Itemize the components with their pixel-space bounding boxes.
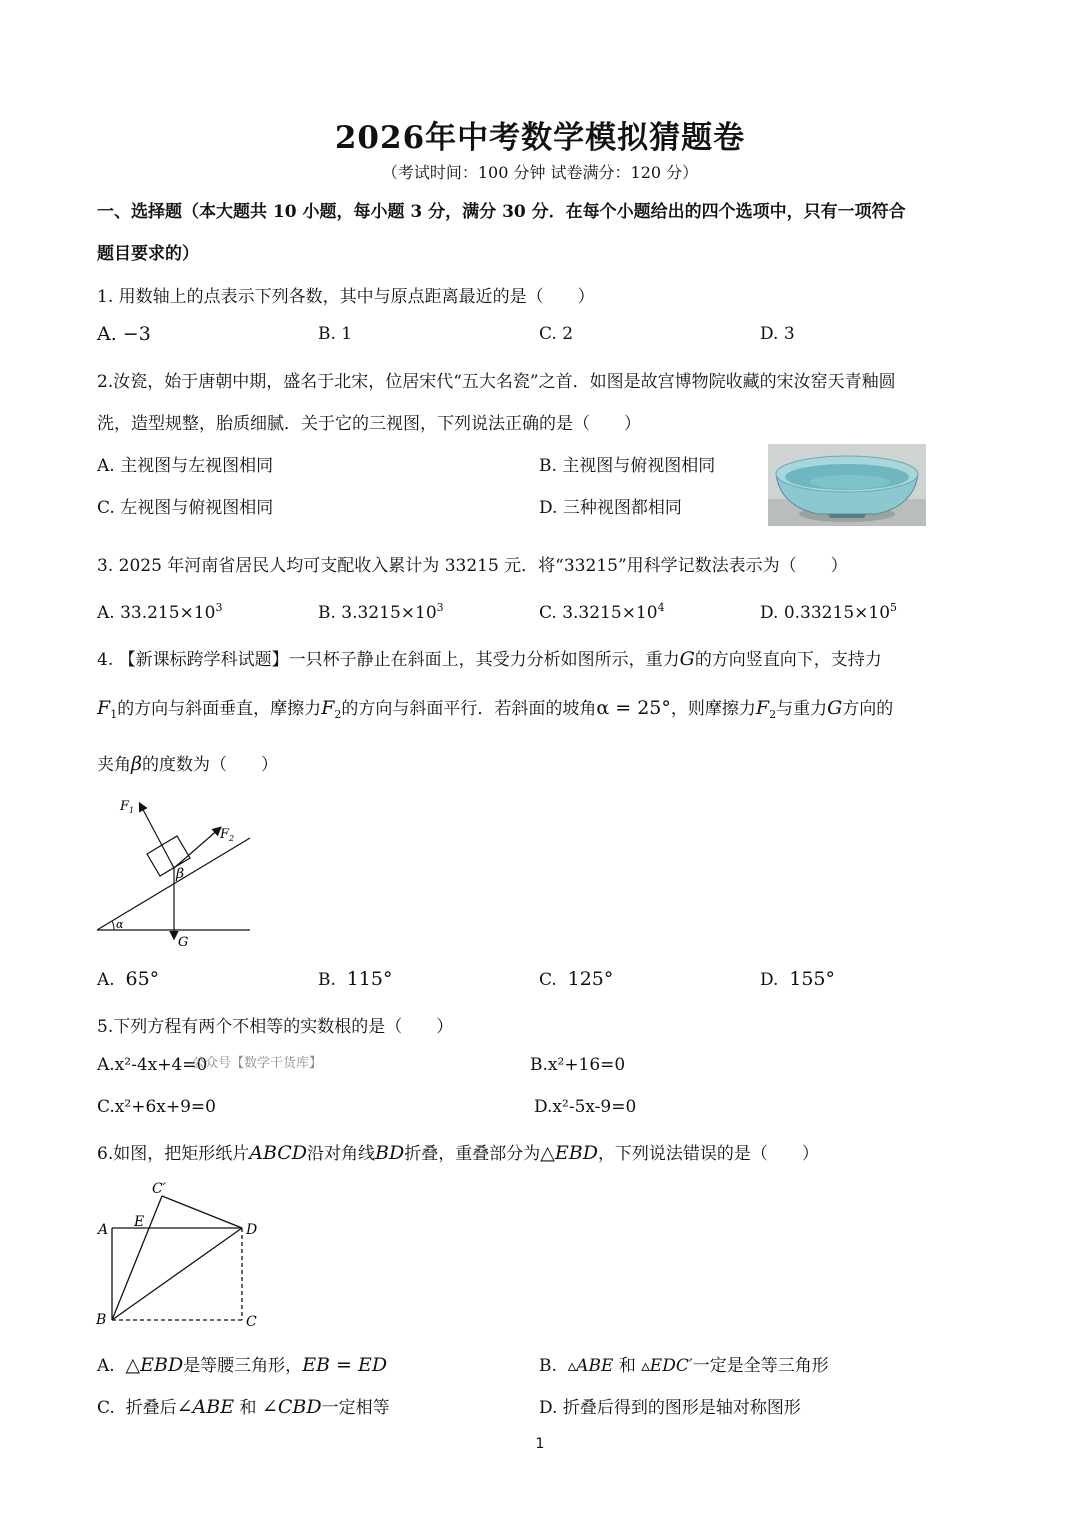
q4-stem-line3 — [97, 750, 278, 775]
q3-option-d-exponent: 5 — [890, 601, 898, 614]
q4-text: 4. 【新课标跨学科试题】一只杯子静止在斜面上，其受力分析如图所示，重力 — [97, 650, 680, 670]
folded-rectangle-diagram — [92, 1176, 272, 1332]
q2-stem-line1: 2.汝瓷，始于唐朝中期，盛名于北宋，位居宋代“五大名瓷”之首．如图是故宫博物院收藏的宋汝窑天青釉圆 — [97, 372, 896, 392]
q4-symbol-f2: F — [321, 697, 335, 719]
q6-text: 折叠后 — [125, 1398, 177, 1418]
q4-symbol-f2-subscript: 2 — [769, 708, 777, 721]
q4-option-d — [760, 968, 835, 990]
q4-option-c — [539, 968, 613, 990]
q3-option-a-exponent: 3 — [215, 601, 223, 614]
q4-text: 的度数为（ ） — [141, 755, 278, 775]
q4-text: 夹角 — [97, 755, 131, 775]
q4-slope-angle: α = 25° — [596, 697, 671, 719]
q5-option-c: C.x²+6x+9=0 — [97, 1097, 216, 1117]
q6-text: ，下列说法错误的是（ ） — [597, 1144, 819, 1164]
label-f1: $F_1$ — [120, 799, 135, 815]
q4-stem-line2 — [97, 694, 893, 719]
q4-symbol-beta: β — [131, 753, 142, 775]
section-heading-line1: 一、选择题（本大题共 10 小题，每小题 3 分，满分 30 分．在每个小题给出的四个选项中，只有一项符合 — [97, 202, 906, 222]
ru-ware-bowl-image — [768, 444, 926, 526]
q4-text: 的方向与斜面垂直，摩擦力 — [117, 699, 322, 719]
q2-option-b: B. 主视图与俯视图相同 — [539, 456, 716, 476]
q3-option-c-exponent: 4 — [657, 601, 665, 614]
q6-math: EB = ED — [302, 1354, 388, 1376]
q1-option-a: A. −3 — [97, 323, 151, 345]
q6-text: 6.如图，把矩形纸片 — [97, 1144, 250, 1164]
q1-option-c: C. 2 — [539, 324, 574, 344]
page-title: 2026年中考数学模拟猜题卷 — [334, 120, 746, 156]
label-c: C — [246, 1314, 257, 1330]
q4-text: ，则摩擦力 — [670, 699, 756, 719]
section-heading-line2: 题目要求的） — [97, 244, 199, 264]
q1-stem: 1. 用数轴上的点表示下列各数，其中与原点距离最近的是（ ） — [97, 287, 595, 307]
q3-option-c — [539, 603, 665, 623]
q4-symbol-f1: F — [97, 697, 111, 719]
q2-stem-line2: 洗，造型规整，胎质细腻．关于它的三视图，下列说法正确的是（ ） — [97, 414, 641, 434]
q4-text: 的方向与斜面平行．若斜面的坡角 — [341, 699, 597, 719]
option-letter: A. — [97, 1356, 115, 1376]
option-letter: B. — [539, 1356, 557, 1376]
q6-text: 一定相等 — [321, 1398, 390, 1418]
q2-option-a: A. 主视图与左视图相同 — [97, 456, 274, 476]
q2-option-d: D. 三种视图都相同 — [539, 498, 682, 518]
q4-option-b — [318, 968, 392, 990]
option-letter: A. — [97, 970, 115, 990]
q4-symbol-g: G — [827, 697, 843, 719]
label-alpha: α — [116, 918, 124, 931]
q3-option-d-base: D. 0.33215×10 — [760, 603, 891, 623]
q6-text: 和 — [239, 1398, 257, 1418]
q3-option-a — [97, 603, 222, 623]
q6-math: ∠ABE — [176, 1396, 235, 1418]
q1-option-b: B. 1 — [318, 324, 353, 344]
q4-symbol-g: G — [679, 648, 695, 670]
q4-option-a — [97, 968, 159, 990]
q3-stem: 3. 2025 年河南省居民人均可支配收入累计为 33215 元．将“33215”用科学记数法表示为（ ） — [97, 556, 848, 576]
q3-option-b-base: B. 3.3215×10 — [318, 603, 437, 623]
label-g: G — [178, 935, 189, 950]
q6-option-d: D. 折叠后得到的图形是轴对称图形 — [539, 1398, 801, 1418]
option-letter: D. — [760, 970, 779, 990]
q4-symbol-f2: F — [755, 697, 770, 719]
q3-option-c-base: C. 3.3215×10 — [539, 603, 658, 623]
exam-info: （考试时间：100 分钟 试卷满分：120 分） — [381, 163, 699, 182]
q6-text: 一定是全等三角形 — [692, 1356, 829, 1376]
q6-text: 和 — [618, 1356, 636, 1376]
option-value: 65° — [125, 968, 160, 990]
label-c-prime: C′ — [152, 1181, 166, 1197]
q6-text: 是等腰三角形， — [183, 1356, 303, 1376]
q6-option-b — [539, 1351, 829, 1376]
q4-symbol-f2-subscript: 2 — [334, 708, 342, 721]
q6-text: 折叠，重叠部分为 — [404, 1144, 541, 1164]
q6-option-a — [97, 1351, 387, 1376]
q6-math: △EBD — [540, 1142, 598, 1164]
q6-math: ▵ABE — [567, 1356, 614, 1376]
option-value: 155° — [789, 968, 836, 990]
q2-option-c: C. 左视图与俯视图相同 — [97, 498, 274, 518]
option-letter: C. — [97, 1398, 115, 1418]
q5-stem: 5.下列方程有两个不相等的实数根的是（ ） — [97, 1017, 454, 1037]
q5-option-d: D.x²-5x-9=0 — [534, 1097, 637, 1117]
q6-option-c — [97, 1393, 390, 1418]
label-f2: $F_2$ — [220, 827, 235, 843]
label-a: A — [98, 1222, 109, 1238]
q5-option-b: B.x²+16=0 — [530, 1055, 626, 1075]
label-e: E — [134, 1214, 145, 1230]
label-d: D — [246, 1222, 258, 1238]
watermark: 公众号【数学干货库】 — [192, 1056, 323, 1071]
label-beta: β — [176, 866, 185, 882]
q1-option-d: D. 3 — [760, 324, 795, 344]
q3-option-d — [760, 603, 897, 623]
option-letter: C. — [539, 970, 557, 990]
q4-symbol-f1-subscript: 1 — [110, 708, 118, 721]
q6-math: △EBD — [125, 1354, 184, 1376]
q6-stem — [97, 1139, 819, 1164]
q4-text: 方向的 — [842, 699, 894, 719]
q5-option-a: A.x²-4x+4=0 — [97, 1055, 208, 1075]
page-number: 1 — [535, 1436, 545, 1452]
q3-option-b — [318, 603, 444, 623]
option-value: 115° — [346, 968, 393, 990]
q6-math: ABCD — [249, 1142, 308, 1164]
force-diagram — [92, 792, 258, 950]
q4-stem-line1 — [97, 645, 882, 670]
q6-text: 沿对角线 — [307, 1144, 376, 1164]
q3-option-a-base: A. 33.215×10 — [97, 603, 216, 623]
label-b: B — [96, 1312, 107, 1328]
option-value: 125° — [567, 968, 614, 990]
q6-math: BD — [375, 1142, 405, 1164]
q6-math: ∠CBD — [261, 1396, 322, 1418]
q4-text: 的方向竖直向下，支持力 — [694, 650, 882, 670]
q4-text: 与重力 — [776, 699, 828, 719]
option-letter: B. — [318, 970, 336, 990]
q6-math: ▵EDC′ — [641, 1356, 693, 1376]
q3-option-b-exponent: 3 — [436, 601, 444, 614]
